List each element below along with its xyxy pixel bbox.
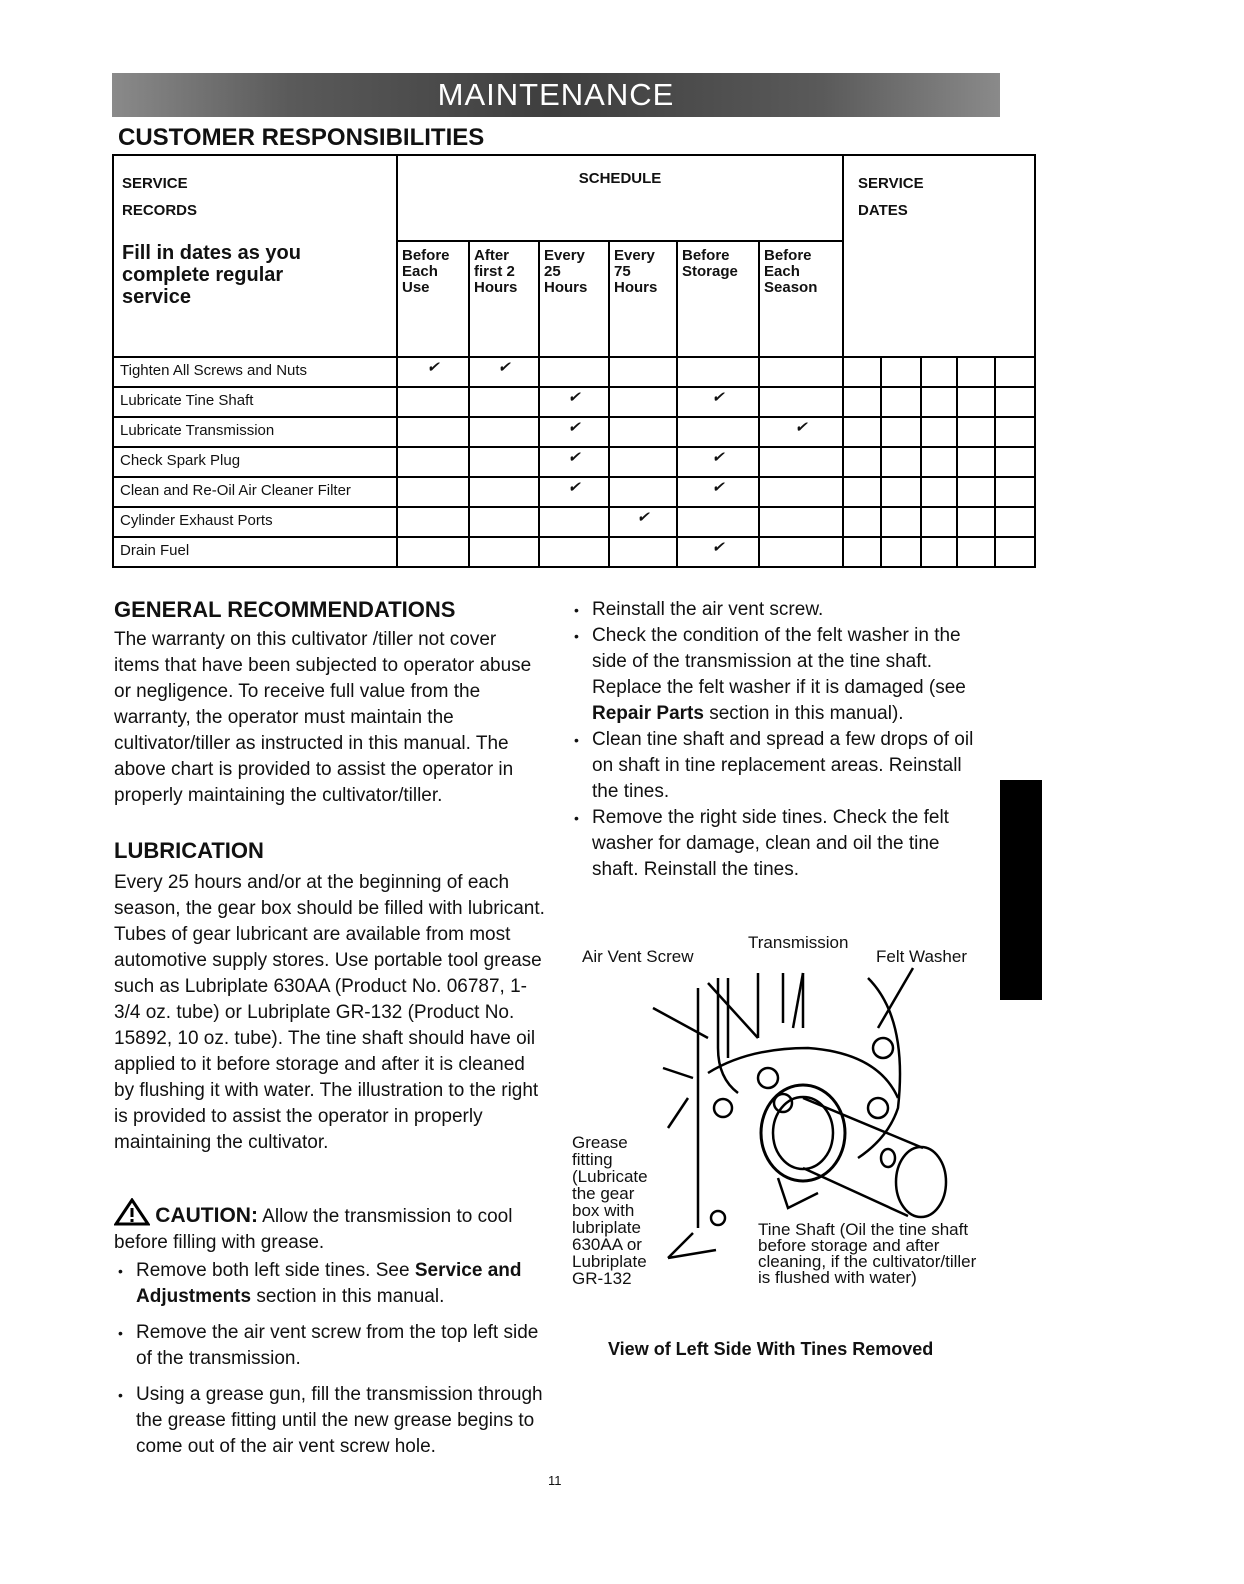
table-row bbox=[113, 477, 1035, 507]
tine-shaft-label: Tine Shaft (Oil the tine shaft before storage and after cleaning, if the cultivator/tiller is flushed with water) bbox=[758, 1220, 977, 1287]
service-task: Clean and Re-Oil Air Cleaner Filter bbox=[113, 477, 397, 507]
service-date-cell[interactable] bbox=[843, 387, 881, 417]
schedule-cell bbox=[759, 387, 843, 417]
table-row bbox=[113, 507, 1035, 537]
schedule-cell bbox=[539, 357, 609, 387]
check-mark-cell: ✔ bbox=[539, 417, 609, 447]
felt-washer-label: Felt Washer bbox=[876, 947, 968, 966]
schedule-column-header: After first 2 Hours bbox=[469, 241, 539, 357]
schedule-cell bbox=[609, 477, 677, 507]
table-row bbox=[113, 447, 1035, 477]
grease-fitting-label: Grease fitting (Lubricate the gear box with lubriplate 630AA or Lubriplate GR-132 bbox=[572, 1133, 648, 1288]
service-date-cell[interactable] bbox=[843, 507, 881, 537]
schedule-cell bbox=[759, 477, 843, 507]
page-number: 11 bbox=[548, 1473, 562, 1488]
list-item: • Clean tine shaft and spread a few drops of oil on shaft in tine replacement areas. Reinstall the tines. bbox=[570, 727, 990, 805]
service-date-cell[interactable] bbox=[921, 387, 957, 417]
service-date-cell[interactable] bbox=[843, 417, 881, 447]
list-item: • Remove the right side tines. Check the felt washer for damage, clean and oil the tine shaft. Reinstall the tines. bbox=[570, 805, 990, 883]
service-date-cell[interactable] bbox=[957, 537, 995, 567]
schedule-cell bbox=[759, 507, 843, 537]
schedule-column-header: Before Each Season bbox=[759, 241, 843, 357]
schedule-column-header: Before Each Use bbox=[397, 241, 469, 357]
check-mark-cell: ✔ bbox=[539, 387, 609, 417]
list-item: • Reinstall the air vent screw. bbox=[570, 597, 990, 623]
schedule-header: SCHEDULE bbox=[397, 155, 843, 241]
schedule-cell bbox=[759, 537, 843, 567]
schedule-cell bbox=[469, 387, 539, 417]
service-dates-header bbox=[843, 155, 1035, 357]
schedule-cell bbox=[397, 447, 469, 477]
service-date-cell[interactable] bbox=[881, 537, 921, 567]
warning-triangle-icon bbox=[114, 1198, 150, 1226]
check-mark-cell: ✔ bbox=[539, 477, 609, 507]
list-item: • Check the condition of the felt washer in the side of the transmission at the tine shaft. Replace the felt washer if it is damaged (see Repair Parts section in this manual). bbox=[570, 623, 990, 727]
schedule-cell bbox=[609, 417, 677, 447]
section-tab-marker bbox=[1000, 780, 1042, 1000]
service-date-cell[interactable] bbox=[921, 507, 957, 537]
service-date-cell[interactable] bbox=[843, 447, 881, 477]
schedule-cell bbox=[469, 477, 539, 507]
schedule-cell bbox=[677, 357, 759, 387]
service-date-cell[interactable] bbox=[881, 387, 921, 417]
schedule-cell bbox=[609, 387, 677, 417]
list-item: • Remove the air vent screw from the top left side of the transmission. bbox=[114, 1320, 544, 1372]
right-steps-list bbox=[570, 597, 990, 883]
service-date-cell[interactable] bbox=[881, 417, 921, 447]
service-date-cell[interactable] bbox=[957, 447, 995, 477]
transmission-label: Transmission bbox=[748, 933, 849, 952]
schedule-cell bbox=[397, 417, 469, 447]
schedule-cell bbox=[469, 507, 539, 537]
service-date-cell[interactable] bbox=[881, 477, 921, 507]
schedule-cell bbox=[759, 447, 843, 477]
service-date-cell[interactable] bbox=[957, 387, 995, 417]
service-date-cell[interactable] bbox=[881, 507, 921, 537]
schedule-cell bbox=[469, 417, 539, 447]
service-records-header bbox=[113, 155, 397, 357]
service-date-cell[interactable] bbox=[843, 477, 881, 507]
service-task: Tighten All Screws and Nuts bbox=[113, 357, 397, 387]
lubrication-text: Every 25 hours and/or at the beginning of each season, the gear box should be filled with lubricant. Tubes of gear lubricant are available from most automotive supply stores. Use portable tool grease such as Lubriplate 630AA (Product No. 06787, 1-3/4 oz. tube) or Lubriplate GR-132 (Product No. 15892, 10 oz. tube). The tine shaft should have oil applied to it before storage and after it is cleaned by flushing it with water. The illustration to the right is provided to assist the operator in properly maintaining the cultivator. bbox=[114, 872, 545, 1153]
service-date-cell[interactable] bbox=[957, 507, 995, 537]
check-mark-cell: ✔ bbox=[469, 357, 539, 387]
service-date-cell[interactable] bbox=[881, 447, 921, 477]
lubrication-heading: LUBRICATION bbox=[114, 838, 264, 863]
service-date-cell[interactable] bbox=[843, 357, 881, 387]
schedule-cell bbox=[609, 357, 677, 387]
service-date-cell[interactable] bbox=[995, 387, 1035, 417]
service-date-cell[interactable] bbox=[881, 357, 921, 387]
service-date-cell[interactable] bbox=[995, 507, 1035, 537]
caution-text: Allow the transmission to cool before filling with grease. bbox=[114, 1206, 513, 1253]
schedule-cell bbox=[539, 507, 609, 537]
check-mark-cell: ✔ bbox=[677, 477, 759, 507]
schedule-cell bbox=[469, 447, 539, 477]
schedule-cell bbox=[397, 507, 469, 537]
table-row bbox=[113, 537, 1035, 567]
check-mark-cell: ✔ bbox=[397, 357, 469, 387]
service-task: Cylinder Exhaust Ports bbox=[113, 507, 397, 537]
service-date-cell[interactable] bbox=[995, 447, 1035, 477]
service-date-cell[interactable] bbox=[921, 357, 957, 387]
banner-title: MAINTENANCE bbox=[437, 77, 675, 112]
service-task: Drain Fuel bbox=[113, 537, 397, 567]
schedule-cell bbox=[397, 477, 469, 507]
caution-note bbox=[114, 1198, 544, 1256]
schedule-column-header: Before Storage bbox=[677, 241, 759, 357]
general-recommendations-text: The warranty on this cultivator /tiller not cover items that have been subjected to operator abuse or negligence. To receive full value from the warranty, the operator must maintain the cultivator/tiller as instructed in this manual. The above chart is provided to assist the operator in properly maintaining the cultivator/tiller. bbox=[114, 629, 532, 806]
list-item: • Remove both left side tines. See Service and Adjustments section in this manual. bbox=[114, 1258, 544, 1310]
maintenance-schedule-table bbox=[112, 154, 1036, 568]
service-date-cell[interactable] bbox=[921, 447, 957, 477]
check-mark-cell: ✔ bbox=[539, 447, 609, 477]
air-vent-screw-label: Air Vent Screw bbox=[582, 947, 694, 966]
transmission-illustration bbox=[568, 928, 988, 1328]
table-row bbox=[113, 387, 1035, 417]
service-date-cell[interactable] bbox=[995, 417, 1035, 447]
schedule-cell bbox=[397, 537, 469, 567]
table-row bbox=[113, 417, 1035, 447]
general-recommendations-heading: GENERAL RECOMMENDATIONS bbox=[114, 597, 456, 622]
service-date-cell[interactable] bbox=[957, 477, 995, 507]
figure-caption: View of Left Side With Tines Removed bbox=[608, 1339, 934, 1359]
customer-responsibilities-heading: CUSTOMER RESPONSIBILITIES bbox=[118, 124, 485, 151]
service-date-cell[interactable] bbox=[957, 417, 995, 447]
schedule-cell bbox=[609, 537, 677, 567]
check-mark-cell: ✔ bbox=[759, 417, 843, 447]
check-mark-cell: ✔ bbox=[677, 537, 759, 567]
caution-label: CAUTION: bbox=[155, 1204, 258, 1227]
check-mark-cell: ✔ bbox=[609, 507, 677, 537]
service-date-cell[interactable] bbox=[843, 537, 881, 567]
schedule-column-header: Every 25 Hours bbox=[539, 241, 609, 357]
service-date-cell[interactable] bbox=[921, 537, 957, 567]
schedule-cell bbox=[677, 417, 759, 447]
check-mark-cell: ✔ bbox=[677, 387, 759, 417]
service-date-cell[interactable] bbox=[995, 357, 1035, 387]
service-date-cell[interactable] bbox=[995, 477, 1035, 507]
service-task: Lubricate Tine Shaft bbox=[113, 387, 397, 417]
table-row bbox=[113, 357, 1035, 387]
schedule-cell bbox=[677, 507, 759, 537]
schedule-cell bbox=[759, 357, 843, 387]
schedule-cell bbox=[397, 387, 469, 417]
service-date-cell[interactable] bbox=[921, 417, 957, 447]
service-task: Check Spark Plug bbox=[113, 447, 397, 477]
left-steps-list bbox=[114, 1258, 544, 1470]
schedule-column-header: Every 75 Hours bbox=[609, 241, 677, 357]
list-item: • Using a grease gun, fill the transmission through the grease fitting until the new grease begins to come out of the air vent screw hole. bbox=[114, 1382, 544, 1460]
service-records-label: SERVICE RECORDS bbox=[122, 175, 198, 219]
service-date-cell[interactable] bbox=[995, 537, 1035, 567]
schedule-cell bbox=[609, 447, 677, 477]
fill-in-instructions: Fill in dates as you complete regular service bbox=[122, 242, 301, 308]
maintenance-banner bbox=[112, 73, 1000, 117]
service-task: Lubricate Transmission bbox=[113, 417, 397, 447]
schedule-cell bbox=[469, 537, 539, 567]
service-date-cell[interactable] bbox=[921, 477, 957, 507]
check-mark-cell: ✔ bbox=[677, 447, 759, 477]
schedule-cell bbox=[539, 537, 609, 567]
service-dates-label: SERVICE DATES bbox=[858, 175, 924, 219]
service-date-cell[interactable] bbox=[957, 357, 995, 387]
